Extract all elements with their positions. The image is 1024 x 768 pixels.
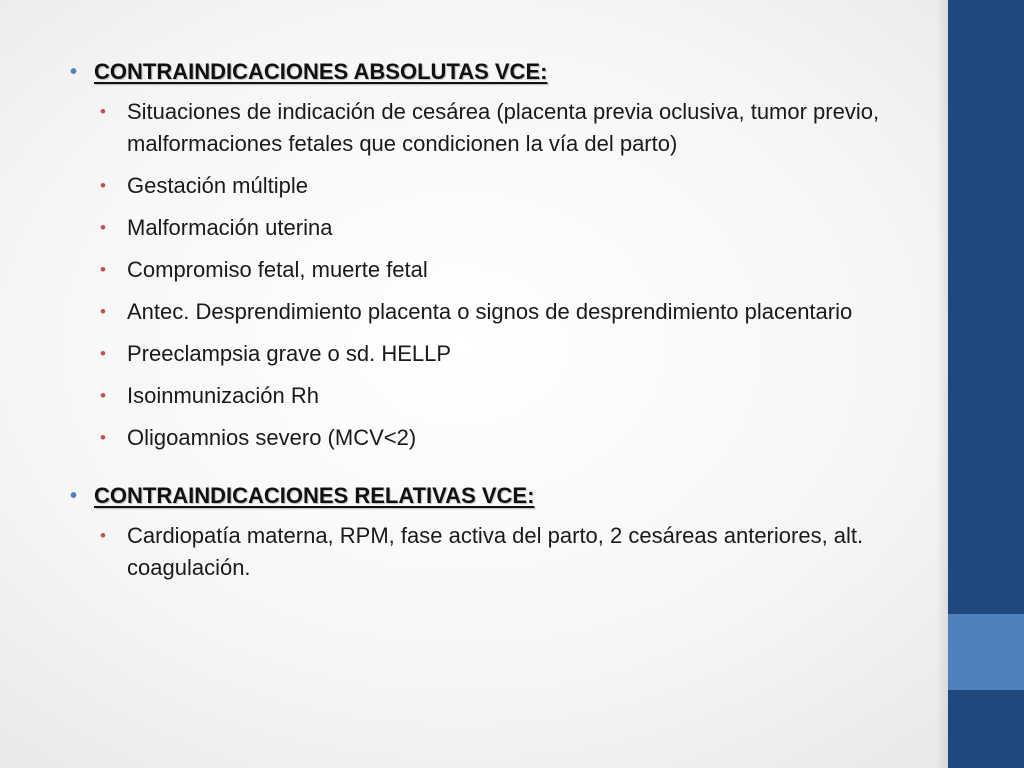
bullet-icon: • [70, 61, 78, 83]
list-item [70, 96, 920, 160]
bullet-icon: • [70, 485, 78, 507]
edge-shadow [936, 0, 948, 768]
bullet-icon: • [100, 386, 106, 405]
list-item-text: Preeclampsia grave o sd. HELLP [127, 341, 452, 366]
list-item [70, 212, 920, 244]
list-item [70, 520, 920, 584]
list-item-text: Antec. Desprendimiento placenta o signos de desprendimiento placentario [127, 299, 853, 324]
section-relative-contraindications [70, 480, 920, 584]
list-item [70, 380, 920, 412]
list-item-text: Gestación múltiple [127, 173, 308, 198]
list-item-text: Oligoamnios severo (MCV<2) [127, 425, 417, 450]
slide-content [70, 56, 920, 610]
bullet-icon: • [100, 302, 106, 321]
section-heading [70, 480, 920, 512]
bullet-icon: • [100, 218, 106, 237]
bullet-icon: • [100, 176, 106, 195]
list-item-text: Malformación uterina [127, 215, 333, 240]
bullet-icon: • [100, 260, 106, 279]
section-heading [70, 56, 920, 88]
bullet-icon: • [100, 102, 106, 121]
list-item-text: Compromiso fetal, muerte fetal [127, 257, 428, 282]
bullet-icon: • [100, 526, 106, 545]
list-item-text: Isoinmunización Rh [127, 383, 319, 408]
list-item [70, 296, 920, 328]
bullet-icon: • [100, 428, 106, 447]
list-item-text: Cardiopatía materna, RPM, fase activa del parto, 2 cesáreas anteriores, alt. coagulación. [127, 523, 864, 580]
list-item [70, 254, 920, 286]
list-item [70, 170, 920, 202]
bullet-icon: • [100, 344, 106, 363]
list-item [70, 422, 920, 454]
section-absolute-contraindications [70, 56, 920, 454]
list-item [70, 338, 920, 370]
heading-text: CONTRAINDICACIONES RELATIVAS VCE: [94, 483, 535, 508]
side-accent-decoration [948, 614, 1024, 690]
heading-text: CONTRAINDICACIONES ABSOLUTAS VCE: [94, 59, 548, 84]
list-item-text: Situaciones de indicación de cesárea (placenta previa oclusiva, tumor previo, malformaciones fetales que condicionen la vía del parto) [127, 99, 880, 156]
bullet-list [70, 96, 920, 454]
bullet-list [70, 520, 920, 584]
